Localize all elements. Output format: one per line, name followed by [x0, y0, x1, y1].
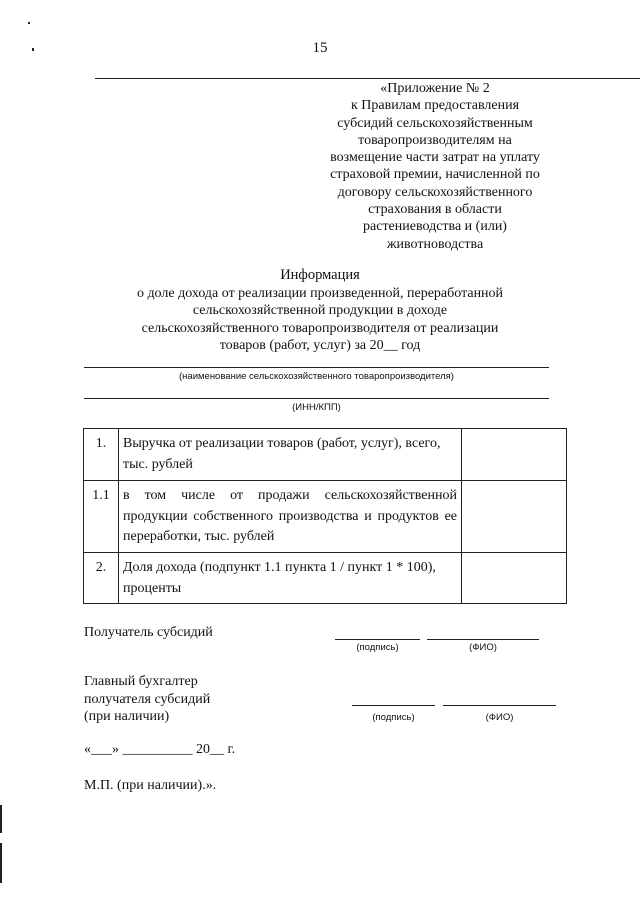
- appendix-line: товаропроизводителям на: [358, 132, 512, 148]
- scan-mark: [28, 22, 30, 24]
- appendix-line: страховой премии, начисленной по: [330, 167, 540, 183]
- accountant-signature-line: [352, 705, 435, 706]
- table-row: [84, 553, 567, 604]
- accountant-signature-caption: (подпись): [372, 712, 415, 723]
- appendix-line: договору сельскохозяйственного: [337, 184, 533, 200]
- producer-name-line: [84, 367, 549, 368]
- appendix-line: животноводства: [386, 236, 484, 252]
- scan-mark: [0, 843, 2, 883]
- row-value: [462, 553, 567, 604]
- header-rule: [95, 78, 640, 79]
- document-subtitle: [100, 285, 540, 354]
- accountant-label: [84, 673, 210, 726]
- page-number: 15: [312, 40, 328, 56]
- info-table: [83, 428, 567, 604]
- row-value: [462, 481, 567, 553]
- date-line: «___» __________ 20__ г.: [84, 742, 236, 757]
- row-number: 2.: [84, 553, 119, 604]
- row-number: 1.1: [84, 481, 119, 553]
- row-text: Выручка от реализации товаров (работ, услуг), всего, тыс. рублей: [119, 429, 462, 481]
- producer-name-caption: (наименование сельскохозяйственного товаропроизводителя): [179, 371, 454, 382]
- table-row: [84, 429, 567, 481]
- appendix-header: [300, 80, 570, 253]
- row-number: 1.: [84, 429, 119, 481]
- accountant-fio-caption: (ФИО): [485, 712, 514, 723]
- table-row: [84, 481, 567, 553]
- stamp-line: М.П. (при наличии).».: [84, 778, 217, 793]
- appendix-line: возмещение части затрат на уплату: [330, 150, 540, 166]
- accountant-fio-line: [443, 705, 556, 706]
- inn-kpp-line: [84, 398, 549, 399]
- recipient-signature-caption: (подпись): [356, 642, 399, 653]
- document-title: Информация: [280, 267, 360, 283]
- appendix-line: субсидий сельскохозяйственным: [337, 115, 533, 131]
- subtitle-line: о доле дохода от реализации произведенной, переработанной: [136, 286, 504, 301]
- row-text: Доля дохода (подпункт 1.1 пункта 1 / пункт 1 * 100), проценты: [119, 553, 462, 604]
- row-value: [462, 429, 567, 481]
- recipient-fio-line: [427, 639, 539, 640]
- inn-kpp-caption: (ИНН/КПП): [292, 402, 341, 413]
- subtitle-line: сельскохозяйственного товаропроизводителя от реализации: [141, 320, 499, 336]
- appendix-line: к Правилам предоставления: [350, 98, 520, 114]
- scan-mark: [0, 805, 2, 833]
- appendix-line: растениеводства и (или): [363, 219, 507, 235]
- appendix-line: «Приложение № 2: [380, 81, 490, 96]
- accountant-label-line: Главный бухгалтер: [84, 674, 198, 689]
- accountant-label-line: получателя субсидий: [84, 691, 211, 707]
- recipient-fio-caption: (ФИО): [469, 642, 497, 653]
- accountant-label-line: (при наличии): [84, 709, 170, 724]
- subtitle-line: товаров (работ, услуг) за 20__ год: [219, 337, 421, 353]
- appendix-line: страхования в области: [368, 202, 502, 218]
- recipient-label: Получатель субсидий: [84, 625, 213, 640]
- recipient-signature-line: [335, 639, 420, 640]
- row-text: в том числе от продажи сельскохозяйственной продукции собственного производства и продуктов ее переработки, тыс. рублей: [119, 481, 462, 553]
- subtitle-line: сельскохозяйственной продукции в доходе: [192, 303, 448, 319]
